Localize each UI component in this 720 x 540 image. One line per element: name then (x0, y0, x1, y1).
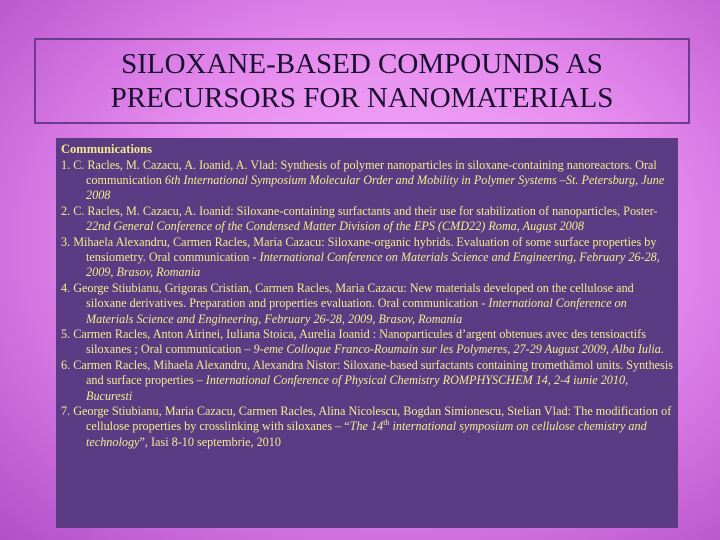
item-text: 1. C. Racles, M. Cazacu, A. Ioanid, A. Vlad: Synthesis of polymer nanoparticles in siloxane-containing nanoreactors. Oral communication (61, 157, 657, 187)
list-item (61, 235, 673, 281)
item-venue: 9-eme Colloque Franco-Roumain sur les Polymeres, 27-29 August 2009, Alba Iulia. (253, 342, 664, 357)
title-box (34, 38, 690, 124)
item-text: 3. Mihaela Alexandru, Carmen Racles, Maria Cazacu: Siloxane-organic hybrids. Evaluation of some surface properties by tensiometry. Oral communication - (61, 234, 657, 264)
ordinal-superscript: th (383, 418, 390, 428)
item-venue: International Conference of Physical Chemistry ROMPHYSCHEM 14, 2-4 iunie 2010, Bucuresti (86, 373, 629, 403)
item-text: 2. C. Racles, M. Cazacu, A. Ioanid: Siloxane-containing surfactants and their use for stabilization of nanoparticles, Poster- (61, 203, 658, 218)
item-text: 4. George Stiubianu, Grigoras Cristian, Carmen Racles, Maria Cazacu: New materials developed on the cellulose and siloxane derivatives. Preparation and properties evaluation. Oral communication - (61, 280, 634, 311)
item-text: 6. Carmen Racles, Mihaela Alexandru, Alexandra Nistor: Siloxane-based surfactants containing tromethămol units. Synthesis and surface properties – (61, 357, 673, 388)
list-item (61, 281, 673, 327)
title-line-2: PRECURSORS FOR NANOMATERIALS (110, 82, 614, 114)
item-text: 7. George Stiubianu, Maria Cazacu, Carmen Racles, Alina Nicolescu, Bogdan Simionescu, Stelian Vlad: The modification of cellulose properties by crosslinking with siloxanes – “ (61, 404, 672, 434)
list-item (61, 404, 673, 450)
list-item (61, 204, 673, 235)
item-venue: 22nd General Conference of the Condensed Matter Division of the EPS (CMD22) Roma, August 2008 (86, 219, 584, 234)
communications-heading: Communications (61, 142, 152, 156)
list-item (61, 158, 673, 204)
slide-title (111, 47, 614, 115)
item-text: 5. Carmen Racles, Anton Airinei, Iuliana Stoica, Aurelia Ioanid : Nanoparticules d’argent obtenues avec des tensioactifs siloxanes ; Oral communication – (61, 326, 646, 357)
item-venue: International Conference on Materials Science and Engineering, February 26-28, 2009, Brasov, Romania (86, 249, 660, 280)
item-venue: International Conference on Materials Science and Engineering, February 26-28, 2009, Brasov, Romania (86, 296, 627, 326)
item-venue: 6th International Symposium Molecular Order and Mobility in Polymer Systems –St. Petersburg, June 2008 (86, 172, 665, 203)
communications-list (61, 158, 673, 451)
item-tail: ”, Iasi 8-10 septembrie, 2010 (139, 434, 281, 449)
list-item (61, 358, 673, 404)
list-item (61, 327, 673, 358)
communications-panel (56, 138, 678, 528)
item-venue: The 14 (349, 419, 384, 434)
item-venue-cont: international symposium on cellulose chemistry and technology (86, 419, 647, 449)
title-line-1: SILOXANE-BASED COMPOUNDS AS (121, 48, 603, 80)
